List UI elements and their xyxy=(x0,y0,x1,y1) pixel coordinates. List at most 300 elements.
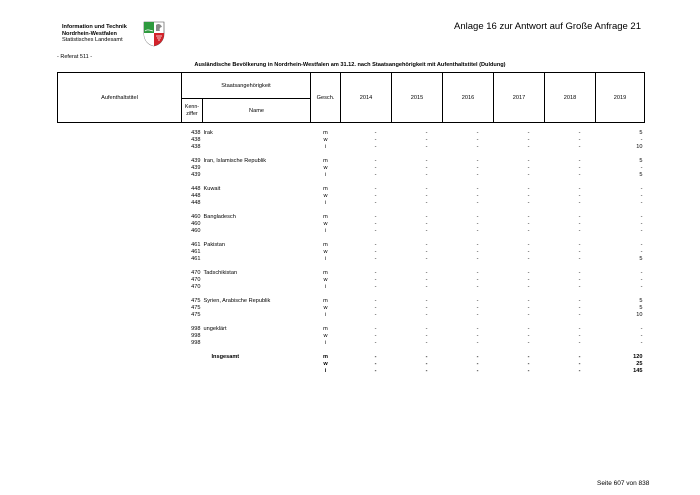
value-cell: - xyxy=(476,130,479,136)
kennziffer-cell: 460 xyxy=(191,221,201,227)
value-cell: - xyxy=(425,200,428,206)
geschlecht-cell: i xyxy=(324,312,327,318)
value-cell: - xyxy=(476,249,479,255)
value-cell: - xyxy=(374,340,377,346)
country-name-cell xyxy=(203,312,311,319)
value-cell: - xyxy=(640,284,643,290)
value-cell: - xyxy=(578,158,581,164)
value-cell: - xyxy=(425,298,428,304)
table-row xyxy=(58,312,645,319)
country-name-cell xyxy=(203,340,311,347)
table-row xyxy=(58,214,645,221)
geschlecht-cell: w xyxy=(323,249,328,255)
value-cell: - xyxy=(527,200,530,206)
geschlecht-cell: i xyxy=(324,200,327,206)
table-row xyxy=(58,200,645,207)
aufenthaltstitel-cell xyxy=(58,228,182,235)
value-cell: - xyxy=(527,221,530,227)
kennziffer-cell: 461 xyxy=(191,249,201,255)
geschlecht-cell: m xyxy=(323,354,328,360)
value-cell: - xyxy=(374,200,377,206)
value-cell: - xyxy=(476,333,479,339)
total-row xyxy=(58,361,645,368)
value-cell: - xyxy=(425,228,428,234)
aufenthaltstitel-cell xyxy=(58,368,182,375)
kennziffer-cell: 475 xyxy=(191,312,201,318)
table-row xyxy=(58,270,645,277)
value-cell: - xyxy=(527,333,530,339)
value-cell: 10 xyxy=(636,144,643,150)
value-cell: - xyxy=(374,186,377,192)
country-name-cell: Iran, Islamische Republik xyxy=(203,158,266,164)
table-row xyxy=(58,284,645,291)
value-cell: - xyxy=(578,130,581,136)
aufenthaltstitel-cell xyxy=(58,200,182,207)
value-cell: - xyxy=(527,312,530,318)
aufenthaltstitel-cell xyxy=(58,312,182,319)
value-cell: - xyxy=(578,368,581,374)
kennziffer-cell: 470 xyxy=(191,284,201,290)
department-label: - Referat 511 - xyxy=(57,54,93,60)
value-cell: - xyxy=(578,354,581,360)
country-name-cell xyxy=(203,361,311,368)
country-name-cell: Tadschikistan xyxy=(203,270,238,276)
value-cell: - xyxy=(374,144,377,150)
aufenthaltstitel-cell xyxy=(58,214,182,221)
col-header-year: 2014 xyxy=(341,73,392,123)
table-title: Ausländische Bevölkerung in Nordrhein-Westfalen am 31.12. nach Staatsangehörigkeit mit Aufenthaltstitel (Duldung) xyxy=(194,62,506,68)
aufenthaltstitel-cell xyxy=(58,165,182,172)
value-cell: - xyxy=(527,242,530,248)
country-name-cell xyxy=(203,256,311,263)
value-cell: - xyxy=(374,137,377,143)
value-cell: - xyxy=(425,340,428,346)
value-cell: - xyxy=(476,193,479,199)
value-cell: - xyxy=(527,361,530,367)
value-cell: - xyxy=(527,228,530,234)
value-cell: - xyxy=(476,354,479,360)
value-cell: - xyxy=(578,298,581,304)
value-cell: - xyxy=(425,221,428,227)
aufenthaltstitel-cell xyxy=(58,361,182,368)
value-cell: - xyxy=(527,270,530,276)
geschlecht-cell: m xyxy=(323,130,328,136)
value-cell: - xyxy=(374,242,377,248)
kennziffer-cell: 448 xyxy=(191,200,201,206)
value-cell: - xyxy=(578,333,581,339)
country-name-cell xyxy=(203,144,311,151)
value-cell: - xyxy=(640,270,643,276)
country-name-cell xyxy=(203,172,311,179)
value-cell: - xyxy=(578,340,581,346)
value-cell: - xyxy=(578,228,581,234)
value-cell: - xyxy=(425,284,428,290)
value-cell: - xyxy=(476,228,479,234)
col-header-name: Name xyxy=(203,99,311,123)
value-cell: 10 xyxy=(636,312,643,318)
col-header-year: 2015 xyxy=(392,73,443,123)
value-cell: - xyxy=(374,193,377,199)
value-cell: - xyxy=(578,361,581,367)
value-cell: - xyxy=(527,144,530,150)
geschlecht-cell: i xyxy=(324,228,327,234)
aufenthaltstitel-cell xyxy=(58,333,182,340)
value-cell: - xyxy=(476,214,479,220)
aufenthaltstitel-cell xyxy=(58,242,182,249)
table-row xyxy=(58,256,645,263)
geschlecht-cell: w xyxy=(323,277,328,283)
value-cell: - xyxy=(374,361,377,367)
kennziffer-cell: 470 xyxy=(191,277,201,283)
org-name-2: Nordrhein-Westfalen xyxy=(62,30,117,37)
table-row xyxy=(58,340,645,347)
country-name-cell xyxy=(203,228,311,235)
value-cell: - xyxy=(374,354,377,360)
table-row xyxy=(58,249,645,256)
kennziffer-cell: 438 xyxy=(191,144,201,150)
aufenthaltstitel-cell xyxy=(58,144,182,151)
kennziffer-cell: 438 xyxy=(191,130,201,136)
value-cell: - xyxy=(476,361,479,367)
kennziffer-cell: 998 xyxy=(191,326,201,332)
aufenthaltstitel-cell xyxy=(58,270,182,277)
value-cell: - xyxy=(374,326,377,332)
value-cell: - xyxy=(374,221,377,227)
value-cell: - xyxy=(640,326,643,332)
value-cell: - xyxy=(527,172,530,178)
value-cell: - xyxy=(578,144,581,150)
value-cell: - xyxy=(578,326,581,332)
kennziffer-cell: 998 xyxy=(191,340,201,346)
value-cell: - xyxy=(425,172,428,178)
aufenthaltstitel-cell xyxy=(58,193,182,200)
org-name-3: Statistisches Landesamt xyxy=(62,37,123,44)
table-row xyxy=(58,193,645,200)
value-cell: - xyxy=(374,368,377,374)
document-annex-title: Anlage 16 zur Antwort auf Große Anfrage 21 xyxy=(454,21,641,32)
value-cell: - xyxy=(640,165,643,171)
geschlecht-cell: m xyxy=(323,242,328,248)
country-name-cell: Irak xyxy=(203,130,213,136)
table-row xyxy=(58,186,645,193)
org-name-1: Information und Technik xyxy=(62,24,127,30)
value-cell: - xyxy=(425,130,428,136)
value-cell: - xyxy=(425,333,428,339)
geschlecht-cell: i xyxy=(324,284,327,290)
value-cell: - xyxy=(578,172,581,178)
data-table xyxy=(57,72,645,375)
value-cell: - xyxy=(527,298,530,304)
value-cell: - xyxy=(476,186,479,192)
value-cell: - xyxy=(425,137,428,143)
value-cell: - xyxy=(578,277,581,283)
geschlecht-cell: w xyxy=(323,333,328,339)
table-row xyxy=(58,228,645,235)
value-cell: - xyxy=(527,158,530,164)
value-cell: - xyxy=(527,130,530,136)
country-name-cell xyxy=(203,284,311,291)
table-row xyxy=(58,333,645,340)
value-cell: - xyxy=(476,368,479,374)
geschlecht-cell: m xyxy=(323,270,328,276)
value-cell: - xyxy=(527,326,530,332)
table-body xyxy=(58,123,645,376)
kennziffer-cell: 439 xyxy=(191,172,201,178)
value-cell: - xyxy=(527,165,530,171)
total-row xyxy=(58,354,645,361)
value-cell: - xyxy=(425,368,428,374)
geschlecht-cell: w xyxy=(323,361,328,367)
table-row xyxy=(58,144,645,151)
aufenthaltstitel-cell xyxy=(58,284,182,291)
kennziffer-cell: 460 xyxy=(191,228,201,234)
country-name-cell xyxy=(203,165,311,172)
table-row xyxy=(58,137,645,144)
country-name-cell xyxy=(203,333,311,340)
value-cell: - xyxy=(640,242,643,248)
kennziffer-cell: 470 xyxy=(191,270,201,276)
value-cell: - xyxy=(527,249,530,255)
value-cell: - xyxy=(578,200,581,206)
value-cell: - xyxy=(640,214,643,220)
value-cell: 145 xyxy=(633,368,643,374)
value-cell: - xyxy=(425,256,428,262)
country-name-cell xyxy=(203,137,311,144)
value-cell: - xyxy=(578,249,581,255)
aufenthaltstitel-cell xyxy=(58,305,182,312)
value-cell: - xyxy=(640,340,643,346)
value-cell: - xyxy=(527,368,530,374)
col-header-year: 2018 xyxy=(545,73,596,123)
value-cell: - xyxy=(640,249,643,255)
value-cell: - xyxy=(527,354,530,360)
aufenthaltstitel-cell xyxy=(58,326,182,333)
value-cell: - xyxy=(476,200,479,206)
geschlecht-cell: m xyxy=(323,186,328,192)
value-cell: 5 xyxy=(639,158,643,164)
col-header-aufenthaltstitel: Aufenthaltstitel xyxy=(58,73,182,123)
value-cell: - xyxy=(578,270,581,276)
value-cell: - xyxy=(476,256,479,262)
country-name-cell: Bangladesch xyxy=(203,214,236,220)
value-cell: - xyxy=(425,214,428,220)
geschlecht-cell: m xyxy=(323,214,328,220)
value-cell: - xyxy=(425,186,428,192)
country-name-cell: Syrien, Arabische Republik xyxy=(203,298,271,304)
value-cell: - xyxy=(425,361,428,367)
geschlecht-cell: i xyxy=(324,172,327,178)
page-number: Seite 607 von 838 xyxy=(597,480,650,487)
geschlecht-cell: w xyxy=(323,305,328,311)
total-row xyxy=(58,368,645,375)
value-cell: - xyxy=(476,305,479,311)
value-cell: - xyxy=(425,312,428,318)
kennziffer-cell: 438 xyxy=(191,137,201,143)
geschlecht-cell: w xyxy=(323,193,328,199)
value-cell: - xyxy=(374,284,377,290)
kennziffer-cell: 998 xyxy=(191,333,201,339)
aufenthaltstitel-cell xyxy=(58,172,182,179)
value-cell: - xyxy=(640,137,643,143)
value-cell: - xyxy=(425,158,428,164)
value-cell: - xyxy=(476,284,479,290)
value-cell: - xyxy=(527,214,530,220)
value-cell: - xyxy=(578,305,581,311)
value-cell: - xyxy=(578,221,581,227)
aufenthaltstitel-cell xyxy=(58,277,182,284)
geschlecht-cell: i xyxy=(324,256,327,262)
value-cell: - xyxy=(425,193,428,199)
value-cell: - xyxy=(527,340,530,346)
kennziffer-cell: 461 xyxy=(191,242,201,248)
kennziffer-cell: 475 xyxy=(191,298,201,304)
kennziffer-cell: 448 xyxy=(191,193,201,199)
country-name-cell xyxy=(203,249,311,256)
value-cell: - xyxy=(527,186,530,192)
value-cell: 5 xyxy=(639,305,643,311)
value-cell: - xyxy=(527,277,530,283)
table-row xyxy=(58,326,645,333)
value-cell: - xyxy=(374,312,377,318)
value-cell: - xyxy=(476,221,479,227)
table-row xyxy=(58,158,645,165)
total-label: Insgesamt xyxy=(211,354,240,360)
value-cell: - xyxy=(476,158,479,164)
value-cell: - xyxy=(374,172,377,178)
value-cell: - xyxy=(640,193,643,199)
geschlecht-cell: m xyxy=(323,326,328,332)
country-name-cell xyxy=(203,221,311,228)
country-name-cell: Kuwait xyxy=(203,186,221,192)
aufenthaltstitel-cell xyxy=(58,354,182,361)
value-cell: - xyxy=(640,186,643,192)
value-cell: - xyxy=(578,214,581,220)
col-header-year: 2017 xyxy=(494,73,545,123)
org-block xyxy=(62,24,127,44)
geschlecht-cell: w xyxy=(323,165,328,171)
value-cell: - xyxy=(374,214,377,220)
value-cell: - xyxy=(374,277,377,283)
value-cell: - xyxy=(374,256,377,262)
aufenthaltstitel-cell xyxy=(58,137,182,144)
value-cell: - xyxy=(476,242,479,248)
kennziffer-cell xyxy=(182,361,203,368)
value-cell: - xyxy=(476,172,479,178)
aufenthaltstitel-cell xyxy=(58,340,182,347)
value-cell: - xyxy=(425,270,428,276)
value-cell: - xyxy=(527,284,530,290)
value-cell: - xyxy=(374,270,377,276)
value-cell: - xyxy=(578,165,581,171)
value-cell: - xyxy=(578,193,581,199)
value-cell: - xyxy=(476,312,479,318)
value-cell: - xyxy=(425,354,428,360)
value-cell: - xyxy=(578,312,581,318)
value-cell: - xyxy=(640,228,643,234)
kennziffer-cell: 448 xyxy=(191,186,201,192)
value-cell: - xyxy=(425,165,428,171)
table-row xyxy=(58,305,645,312)
table-row xyxy=(58,277,645,284)
country-name-cell xyxy=(203,305,311,312)
table-row xyxy=(58,221,645,228)
table-row xyxy=(58,298,645,305)
nrw-coat-of-arms-icon xyxy=(143,21,165,47)
aufenthaltstitel-cell xyxy=(58,256,182,263)
value-cell: - xyxy=(425,277,428,283)
value-cell: - xyxy=(527,193,530,199)
aufenthaltstitel-cell xyxy=(58,298,182,305)
value-cell: - xyxy=(578,284,581,290)
value-cell: - xyxy=(425,326,428,332)
col-header-staatsangehoerigkeit: Staatsangehörigkeit xyxy=(182,73,311,99)
value-cell: 5 xyxy=(639,172,643,178)
value-cell: - xyxy=(578,242,581,248)
aufenthaltstitel-cell xyxy=(58,186,182,193)
value-cell: - xyxy=(578,137,581,143)
country-name-cell: ungeklärt xyxy=(203,326,227,332)
table-row xyxy=(58,242,645,249)
value-cell: - xyxy=(374,228,377,234)
kennziffer-cell xyxy=(182,354,203,361)
value-cell: - xyxy=(374,305,377,311)
geschlecht-cell: w xyxy=(323,221,328,227)
value-cell: - xyxy=(476,165,479,171)
aufenthaltstitel-cell xyxy=(58,249,182,256)
value-cell: - xyxy=(374,165,377,171)
value-cell: - xyxy=(578,256,581,262)
country-name-cell xyxy=(203,368,311,375)
value-cell: - xyxy=(640,200,643,206)
value-cell: - xyxy=(374,298,377,304)
value-cell: - xyxy=(640,221,643,227)
value-cell: 120 xyxy=(633,354,643,360)
table-row xyxy=(58,172,645,179)
value-cell: - xyxy=(640,333,643,339)
kennziffer-cell: 460 xyxy=(191,214,201,220)
value-cell: - xyxy=(476,298,479,304)
geschlecht-cell: w xyxy=(323,137,328,143)
country-name-cell xyxy=(203,200,311,207)
value-cell: - xyxy=(640,277,643,283)
country-name-cell xyxy=(203,277,311,284)
col-header-year: 2019 xyxy=(596,73,645,123)
table-row xyxy=(58,165,645,172)
aufenthaltstitel-cell xyxy=(58,158,182,165)
value-cell: - xyxy=(374,130,377,136)
country-name-cell: Pakistan xyxy=(203,242,225,248)
value-cell: - xyxy=(374,158,377,164)
value-cell: - xyxy=(527,137,530,143)
value-cell: 5 xyxy=(639,298,643,304)
col-header-geschlecht: Gesch. xyxy=(311,73,341,123)
geschlecht-cell: m xyxy=(323,298,328,304)
geschlecht-cell: m xyxy=(323,158,328,164)
geschlecht-cell: i xyxy=(324,340,327,346)
aufenthaltstitel-cell xyxy=(58,130,182,137)
value-cell: - xyxy=(476,270,479,276)
geschlecht-cell: i xyxy=(324,368,327,374)
aufenthaltstitel-cell xyxy=(58,221,182,228)
geschlecht-cell: i xyxy=(324,144,327,150)
kennziffer-cell xyxy=(182,368,203,375)
value-cell: - xyxy=(425,242,428,248)
value-cell: - xyxy=(476,144,479,150)
col-header-kennziffer: Kenn- ziffer xyxy=(182,99,203,123)
value-cell: - xyxy=(425,144,428,150)
col-header-year: 2016 xyxy=(443,73,494,123)
kennziffer-cell: 439 xyxy=(191,158,201,164)
